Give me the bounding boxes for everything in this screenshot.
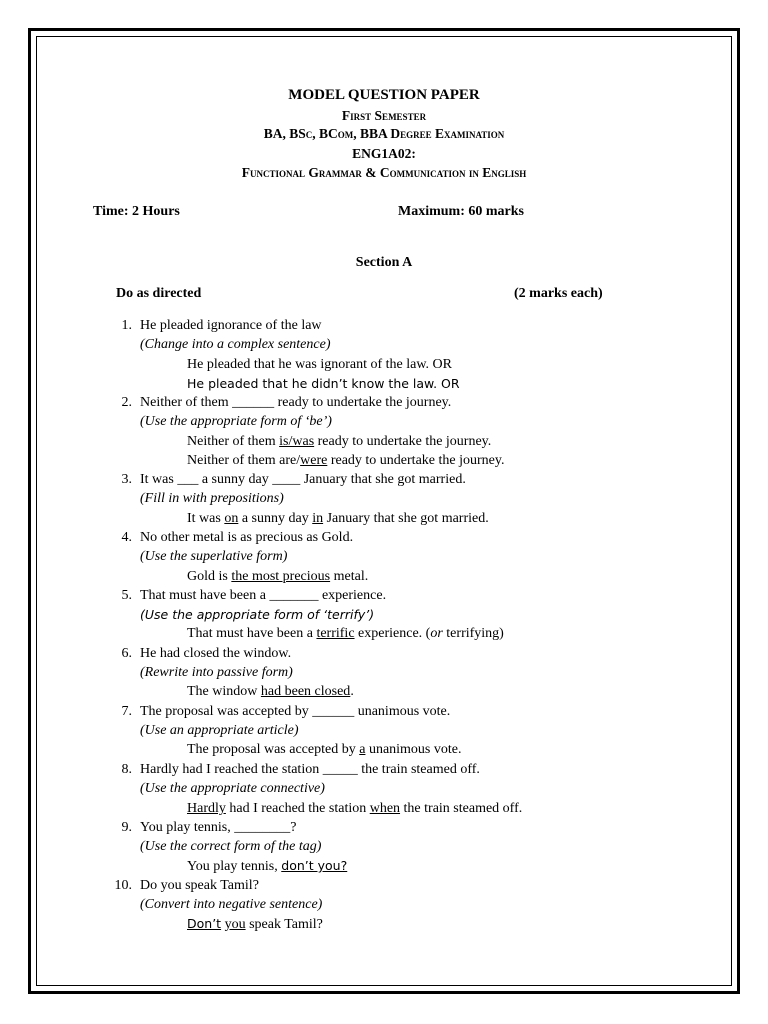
answer-italic: or [430,626,443,641]
paper-title: MODEL QUESTION PAPER [288,87,480,103]
semester: First Semester [341,108,427,123]
answer-underlined: in [312,511,324,526]
maximum-marks: Maximum: 60 marks [398,204,524,219]
question-text: No other metal is as precious as Gold. [140,530,354,545]
question-text: He pleaded ignorance of the law [140,318,322,333]
answer-line [187,568,368,586]
answer-line [187,625,504,643]
question-number: 9. [121,820,132,835]
question-number: 4. [121,530,132,545]
question-text: It was ___ a sunny day ____ January that she got married. [140,472,466,487]
answer-text: It was [187,511,225,526]
answer-underlined: had been closed [260,684,351,699]
answer-line: He pleaded that he didn’t know the law. OR [187,376,460,391]
answer-text: the train steamed off. [400,801,523,816]
question-text: That must have been a _______ experience. [140,588,387,603]
answer-text: Neither of them [187,434,280,449]
question-text: Hardly had I reached the station _____ the train steamed off. [140,762,480,777]
question-text: The proposal was accepted by ______ unanimous vote. [140,704,451,719]
question-instruction: (Use the correct form of the tag) [140,839,322,854]
question-text: Do you speak Tamil? [140,878,259,893]
answer-text: ready to undertake the journey. [327,453,505,468]
answer-text: That must have been a [187,626,317,641]
answer-text: ready to undertake the journey. [314,434,492,449]
question-instruction: (Use the superlative form) [140,549,288,564]
answer-underlined: the most precious [231,569,331,584]
question-instruction: (Fill in with prepositions) [140,491,284,506]
answer-line [187,741,461,759]
answer-line [187,510,489,528]
question-number: 2. [121,395,132,410]
question-number: 3. [121,472,132,487]
question-text: Neither of them ______ ready to undertake the journey. [140,395,452,410]
answer-text: The window [187,684,261,699]
answer-line [187,857,347,876]
answer-text: a sunny day [238,511,313,526]
question-instruction: (Rewrite into passive form) [140,665,293,680]
answer-underlined: on [224,511,239,526]
answer-text: speak Tamil? [245,917,323,932]
answer-text: experience. ( [354,626,431,641]
answer-text: Gold is [187,569,232,584]
question-number: 7. [121,704,132,719]
question-text: You play tennis, ________? [140,820,297,835]
question-number: 5. [121,588,132,603]
answer-text: metal. [330,569,369,584]
answer-underlined: Hardly [187,801,226,816]
answer-underlined: is/was [279,434,315,449]
answer-underlined: a [359,742,366,757]
course-title: Functional Grammar & Communication in English [241,165,527,180]
course-code: ENG1A02: [352,146,416,161]
question-instruction: (Use an appropriate article) [140,723,299,738]
instruction-text: Do as directed [116,286,202,301]
question-number: 1. [121,318,132,333]
question-instruction: (Use the appropriate form of ‘terrify’) [140,607,375,622]
answer-underlined: were [300,453,328,468]
answer-underlined: when [369,801,401,816]
answer-text: unanimous vote. [365,742,462,757]
marks-note: (2 marks each) [514,286,603,301]
answer-line [187,433,491,451]
answer-text: Neither of them are/ [187,453,301,468]
time-allowed: Time: 2 Hours [93,204,180,219]
question-text: He had closed the window. [140,646,292,661]
answer-text: had I reached the station [225,801,370,816]
answer-line [187,683,354,701]
question-instruction: (Convert into negative sentence) [140,897,323,912]
answer-line [187,800,522,818]
section-heading: Section A [355,255,413,270]
answer-text: January that she got married. [323,511,489,526]
question-number: 10. [114,878,132,893]
exam-name: BA, BSc, BCom, BBA Degree Examination [263,126,505,141]
answer-underlined: you [224,917,246,932]
answer-underlined: don’t you? [281,858,348,873]
answer-underlined: Don’t [187,916,222,931]
answer-text: You play tennis, [187,859,282,874]
question-instruction: (Use the appropriate form of ‘be’) [140,414,332,429]
question-number: 6. [121,646,132,661]
answer-line [187,452,504,470]
question-number: 8. [121,762,132,777]
answer-text: . [350,684,354,699]
answer-text: terrifying) [442,626,504,641]
answer-underlined: terrific [316,626,355,641]
answer-line: He pleaded that he was ignorant of the law. OR [187,357,453,372]
answer-text: The proposal was accepted by [187,742,360,757]
answer-line [187,915,323,934]
question-instruction: (Use the appropriate connective) [140,781,325,796]
question-instruction: (Change into a complex sentence) [140,337,331,352]
